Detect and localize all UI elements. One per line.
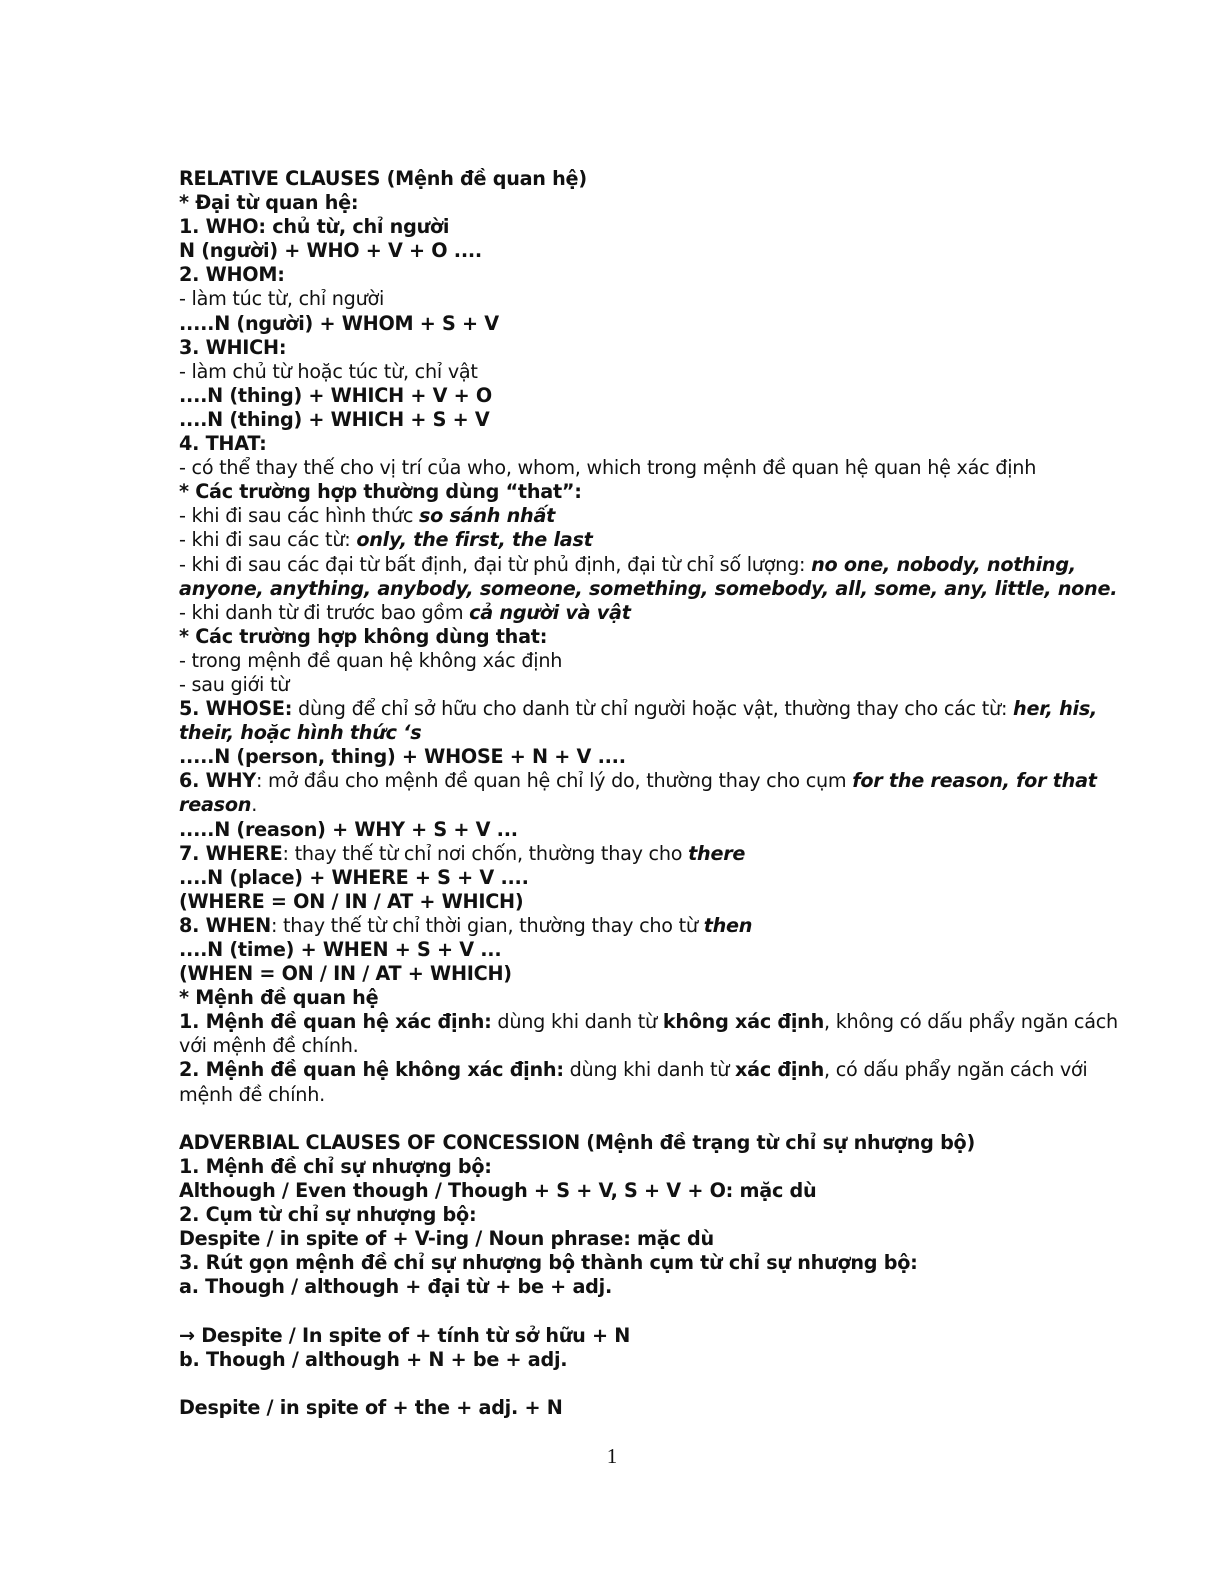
text-run: (WHEN = ON / IN / AT + WHICH) xyxy=(179,962,512,986)
text-run: - có thể thay thế cho vị trí của who, whom, which trong mệnh đề quan hệ quan hệ xác định xyxy=(179,456,1037,480)
text-run: 5. WHOSE: xyxy=(179,697,293,721)
text-run: cả người và vật xyxy=(469,600,631,624)
text-line xyxy=(179,986,1179,1010)
blank-line xyxy=(179,1107,1179,1131)
text-line xyxy=(179,1131,1179,1155)
text-run: xác định xyxy=(735,1058,825,1082)
text-run: reason xyxy=(179,793,252,817)
text-run: - làm chủ từ hoặc túc từ, chỉ vật xyxy=(179,359,478,383)
text-run: 2. Cụm từ chỉ sự nhượng bộ: xyxy=(179,1203,477,1227)
text-line xyxy=(179,191,1179,215)
text-run: , không có dấu phẩy ngăn cách xyxy=(824,1010,1118,1034)
text-line xyxy=(179,287,1179,311)
text-run: mệnh đề chính. xyxy=(179,1082,325,1106)
text-run: ....N (time) + WHEN + S + V ... xyxy=(179,938,502,961)
text-run: Despite / in spite of + the + adj. + N xyxy=(179,1395,563,1419)
text-run: .....N (reason) + WHY + S + V ... xyxy=(179,817,518,841)
text-line xyxy=(179,697,1179,721)
text-line xyxy=(179,842,1179,866)
text-line xyxy=(179,793,1179,817)
text-run: Despite / in spite of + V-ing / Noun phrase: mặc dù xyxy=(179,1227,714,1251)
text-line xyxy=(179,553,1179,577)
text-run: dùng khi danh từ xyxy=(491,1010,663,1034)
text-line xyxy=(179,263,1179,287)
text-line xyxy=(179,818,1179,842)
text-run: a. Though / although + đại từ + be + adj. xyxy=(179,1275,612,1299)
text-run: - khi danh từ đi trước bao gồm xyxy=(179,600,470,624)
text-line xyxy=(179,673,1179,697)
text-run: 2. Mệnh đề quan hệ không xác định: xyxy=(179,1058,564,1082)
text-line xyxy=(179,336,1179,360)
text-run: 1. Mệnh đề quan hệ xác định: xyxy=(179,1010,492,1034)
text-line xyxy=(179,1203,1179,1227)
text-line xyxy=(179,384,1179,408)
text-run: * Đại từ quan hệ: xyxy=(179,191,359,215)
text-run: - khi đi sau các đại từ bất định, đại từ phủ định, đại từ chỉ số lượng: xyxy=(179,552,812,576)
text-line xyxy=(179,408,1179,432)
text-line xyxy=(179,649,1179,673)
text-run: N (người) + WHO + V + O .... xyxy=(179,239,482,263)
text-line xyxy=(179,938,1179,962)
text-line xyxy=(179,866,1179,890)
page-number: 1 xyxy=(606,1444,618,1468)
text-run: dùng khi danh từ xyxy=(563,1058,735,1082)
text-run: : thay thế từ chỉ nơi chốn, thường thay cho xyxy=(282,841,689,865)
text-run: no one, nobody, nothing, xyxy=(811,552,1076,576)
text-run: không xác định xyxy=(662,1010,824,1034)
text-run: ....N (thing) + WHICH + V + O xyxy=(179,383,492,407)
text-line xyxy=(179,745,1179,769)
text-run: - khi đi sau các từ: xyxy=(179,528,357,552)
text-line xyxy=(179,1251,1179,1275)
text-run: ....N (place) + WHERE + S + V .... xyxy=(179,865,529,889)
text-line xyxy=(179,577,1179,601)
text-run: * Các trường hợp thường dùng “that”: xyxy=(179,480,582,504)
text-line xyxy=(179,456,1179,480)
text-line xyxy=(179,914,1179,938)
text-run: ADVERBIAL CLAUSES OF CONCESSION (Mệnh đề trạng từ chỉ sự nhượng bộ) xyxy=(179,1130,976,1154)
text-run: their, hoặc hình thức ‘s xyxy=(179,721,422,745)
text-line xyxy=(179,1010,1179,1034)
text-run: * Mệnh đề quan hệ xyxy=(179,986,379,1010)
text-line xyxy=(179,167,1179,191)
text-run: 6. WHY xyxy=(179,769,256,793)
text-run: 8. WHEN xyxy=(179,913,271,937)
text-run: - khi đi sau các hình thức xyxy=(179,504,419,528)
text-run: dùng để chỉ sở hữu cho danh từ chỉ người hoặc vật, thường thay cho các từ: xyxy=(292,697,1014,721)
text-run: there xyxy=(688,841,746,865)
text-run: ....N (thing) + WHICH + S + V xyxy=(179,407,490,431)
text-line xyxy=(179,1275,1179,1299)
text-run: 1. Mệnh đề chỉ sự nhượng bộ: xyxy=(179,1154,492,1178)
document-body xyxy=(179,167,1179,1420)
text-line xyxy=(179,769,1179,793)
text-run: với mệnh đề chính. xyxy=(179,1034,359,1058)
text-line xyxy=(179,432,1179,456)
text-line xyxy=(179,1227,1179,1251)
text-line xyxy=(179,1348,1179,1372)
text-run: , có dấu phẩy ngăn cách với xyxy=(824,1058,1088,1082)
text-line xyxy=(179,601,1179,625)
text-line xyxy=(179,1058,1179,1082)
text-line xyxy=(179,1324,1179,1348)
text-run: for the reason, for that xyxy=(852,769,1097,793)
text-line xyxy=(179,1155,1179,1179)
text-run: .....N (người) + WHOM + S + V xyxy=(179,311,499,335)
text-run: : mở đầu cho mệnh đề quan hệ chỉ lý do, thường thay cho cụm xyxy=(255,769,853,793)
text-line xyxy=(179,239,1179,263)
text-line xyxy=(179,504,1179,528)
text-run: .....N (person, thing) + WHOSE + N + V .... xyxy=(179,745,626,769)
text-run: : thay thế từ chỉ thời gian, thường thay cho từ xyxy=(270,913,704,937)
text-run: - trong mệnh đề quan hệ không xác định xyxy=(179,648,563,672)
text-run: 2. WHOM: xyxy=(179,263,285,287)
text-run: her, his, xyxy=(1013,697,1098,721)
text-run: - làm túc từ, chỉ người xyxy=(179,287,385,311)
text-run: 4. THAT: xyxy=(179,432,267,456)
text-run: (WHERE = ON / IN / AT + WHICH) xyxy=(179,889,524,913)
text-line xyxy=(179,890,1179,914)
text-run: → Despite / In spite of + tính từ sở hữu + N xyxy=(179,1323,631,1347)
text-run: 7. WHERE xyxy=(179,841,283,865)
text-run: 3. WHICH: xyxy=(179,335,287,359)
text-line xyxy=(179,528,1179,552)
text-run: only, the first, the last xyxy=(356,528,593,552)
text-line xyxy=(179,1179,1179,1203)
text-run: * Các trường hợp không dùng that: xyxy=(179,624,548,648)
text-line xyxy=(179,962,1179,986)
text-line xyxy=(179,1034,1179,1058)
text-run: anyone, anything, anybody, someone, something, somebody, all, some, any, little, none. xyxy=(179,576,1118,600)
text-run: 3. Rút gọn mệnh đề chỉ sự nhượng bộ thành cụm từ chỉ sự nhượng bộ: xyxy=(179,1251,918,1275)
blank-line xyxy=(179,1299,1179,1323)
text-run: - sau giới từ xyxy=(179,672,290,696)
text-line xyxy=(179,721,1179,745)
text-line xyxy=(179,480,1179,504)
text-run: b. Though / although + N + be + adj. xyxy=(179,1347,568,1371)
text-run: . xyxy=(251,793,258,817)
text-line xyxy=(179,1396,1179,1420)
text-run: RELATIVE CLAUSES (Mệnh đề quan hệ) xyxy=(179,167,587,190)
text-line xyxy=(179,1083,1179,1107)
text-line xyxy=(179,312,1179,336)
text-run: then xyxy=(703,913,753,937)
text-line xyxy=(179,215,1179,239)
text-line xyxy=(179,360,1179,384)
text-run: so sánh nhất xyxy=(418,504,556,528)
text-run: Although / Even though / Though + S + V, S + V + O: mặc dù xyxy=(179,1178,817,1202)
blank-line xyxy=(179,1372,1179,1396)
text-line xyxy=(179,625,1179,649)
text-run: 1. WHO: chủ từ, chỉ người xyxy=(179,215,450,239)
